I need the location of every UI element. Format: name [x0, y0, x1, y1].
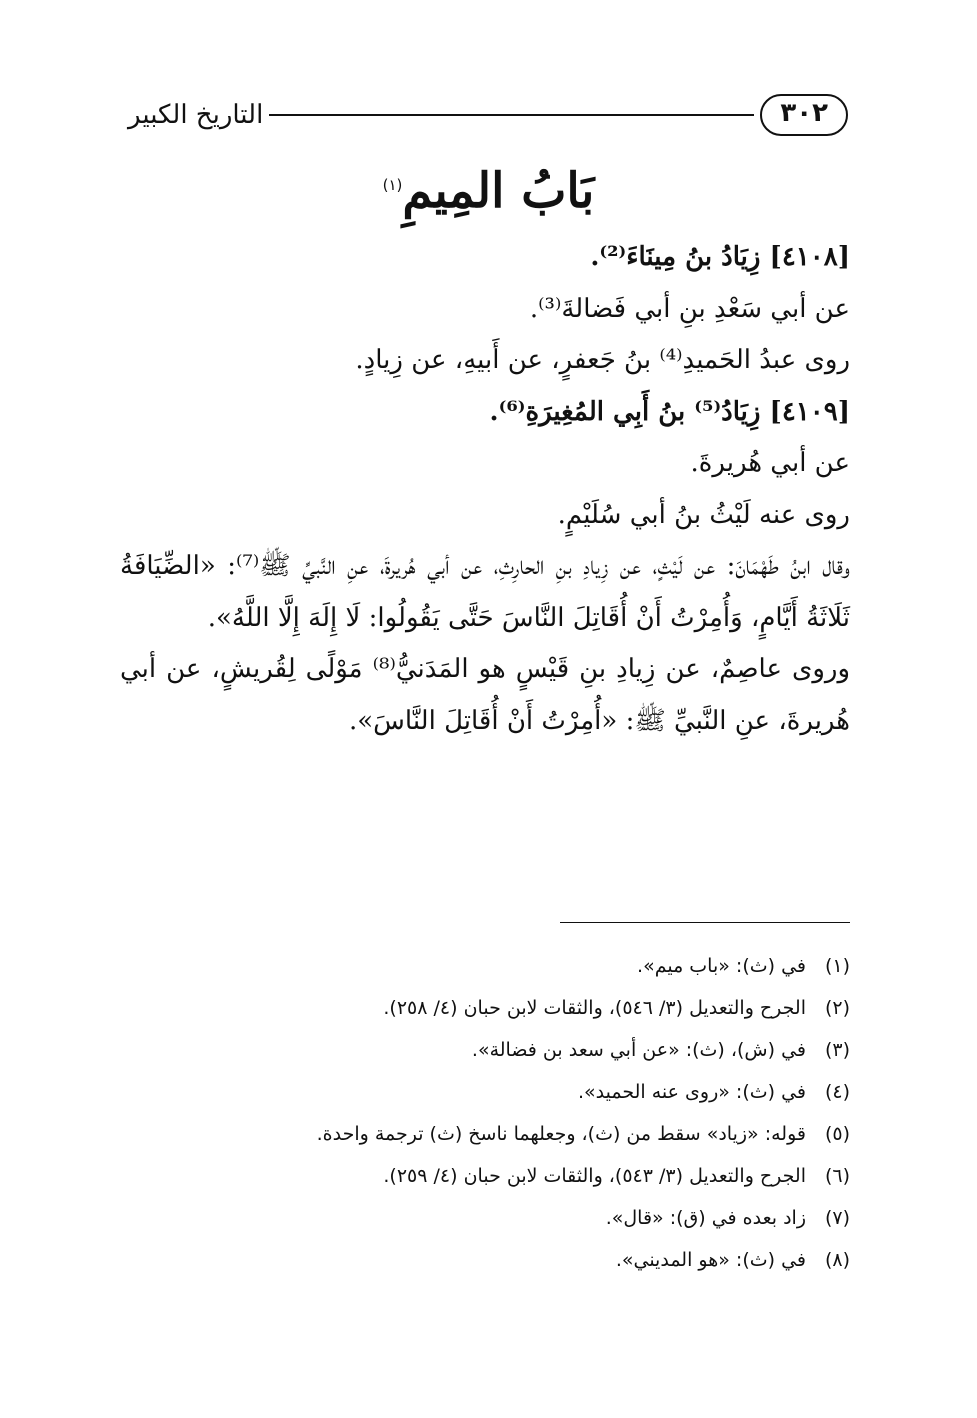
body-line: روى عنه لَيْثُ بنُ أبي سُلَيْمٍ. — [557, 499, 850, 530]
footnote-text: في (ث): «هو المديني». — [615, 1249, 806, 1271]
footnote-text: زاد بعده في (ق): «قال». — [605, 1207, 806, 1229]
header-rule — [269, 114, 754, 116]
footnote-text: الجرح والتعديل (٣/ ٥٤٦)، والثقات لابن حبان (٤/ ٢٥٨). — [383, 997, 806, 1019]
footnote-number: (٧) — [824, 1207, 850, 1229]
footnote-number: (١) — [824, 955, 850, 977]
footnote — [120, 1071, 850, 1113]
body-line: عن أبي سَعْدِ بنِ أبي فَضالةَ⁽³⁾. — [529, 293, 850, 324]
footnote-divider — [560, 922, 850, 923]
body-paragraph: وقال ابنُ طَهْمَانَ: عن لَيْثٍ، عن زِيادِ بنِ الحارِثِ، عن أبي هُريرةَ، عنِ النَّبيِّ ﷺ⁽⁷⁾: «الضِّيَافَةُ ثَلَاثَةُ أَيَّامٍ، وَأُمِرْتُ أَنْ أُقَاتِلَ النَّاسَ حَتَّى يَقُولُوا: لَا إِلَهَ إِلَّا اللَّهُ». — [120, 551, 850, 633]
page-header — [128, 92, 848, 138]
running-title: التاريخ الكبير — [128, 100, 264, 130]
footnotes — [120, 945, 850, 1281]
page-number: ٣٠٢ — [760, 94, 848, 136]
footnote-text: في (ش)، (ث): «عن أبي سعد بن فضالة». — [471, 1039, 806, 1061]
main-text — [120, 232, 850, 747]
footnote-text: الجرح والتعديل (٣/ ٥٤٣)، والثقات لابن حبان (٤/ ٢٥٩). — [383, 1165, 806, 1187]
footnote-number: (٣) — [824, 1039, 850, 1061]
footnote — [120, 945, 850, 987]
footnote-text: في (ث): «روى عنه الحميد». — [578, 1081, 806, 1103]
entry-4108-heading: [٤١٠٨] زِيَادُ بنُ مِينَاءَ⁽²⁾. — [590, 242, 850, 272]
footnote — [120, 1155, 850, 1197]
footnote-number: (٦) — [824, 1165, 850, 1187]
footnote — [120, 1029, 850, 1071]
footnote-text: قوله: «زياد» سقط من (ث)، وجعلهما ناسخ (ث) ترجمة واحدة. — [316, 1123, 806, 1145]
footnote — [120, 987, 850, 1029]
chapter-footnote-ref: (١) — [382, 176, 403, 194]
chapter-title-text: بَابُ المِيمِ — [402, 163, 595, 219]
entry-4109-heading: [٤١٠٩] زِيَادُ⁽⁵⁾ بنُ أَبِي المُغِيرَةِ⁽⁶⁾. — [489, 396, 850, 427]
footnote-number: (٤) — [824, 1081, 850, 1103]
footnote — [120, 1239, 850, 1281]
body-line: روى عبدُ الحَميدِ⁽⁴⁾ بنُ جَعفرٍ، عن أَبيهِ، عن زِيادٍ. — [355, 345, 850, 375]
body-paragraph: وروى عاصِمٌ، عن زِيادِ بنِ قَيْسٍ هو المَدَنيُّ⁽⁸⁾ مَوْلًى لِقُريشٍ، عن أبي هُريرةَ، عنِ النَّبيِّ ﷺ: «أُمِرْتُ أَنْ أُقَاتِلَ النَّاسَ». — [120, 654, 851, 736]
footnote-number: (٢) — [824, 997, 850, 1019]
footnote-text: في (ث): «باب ميم». — [637, 955, 806, 977]
chapter-title — [0, 150, 977, 226]
footnote — [120, 1197, 850, 1239]
body-line: عن أبي هُريرةَ. — [690, 448, 850, 478]
footnote-number: (٥) — [824, 1123, 850, 1145]
footnote-number: (٨) — [824, 1249, 850, 1271]
footnote — [120, 1113, 850, 1155]
